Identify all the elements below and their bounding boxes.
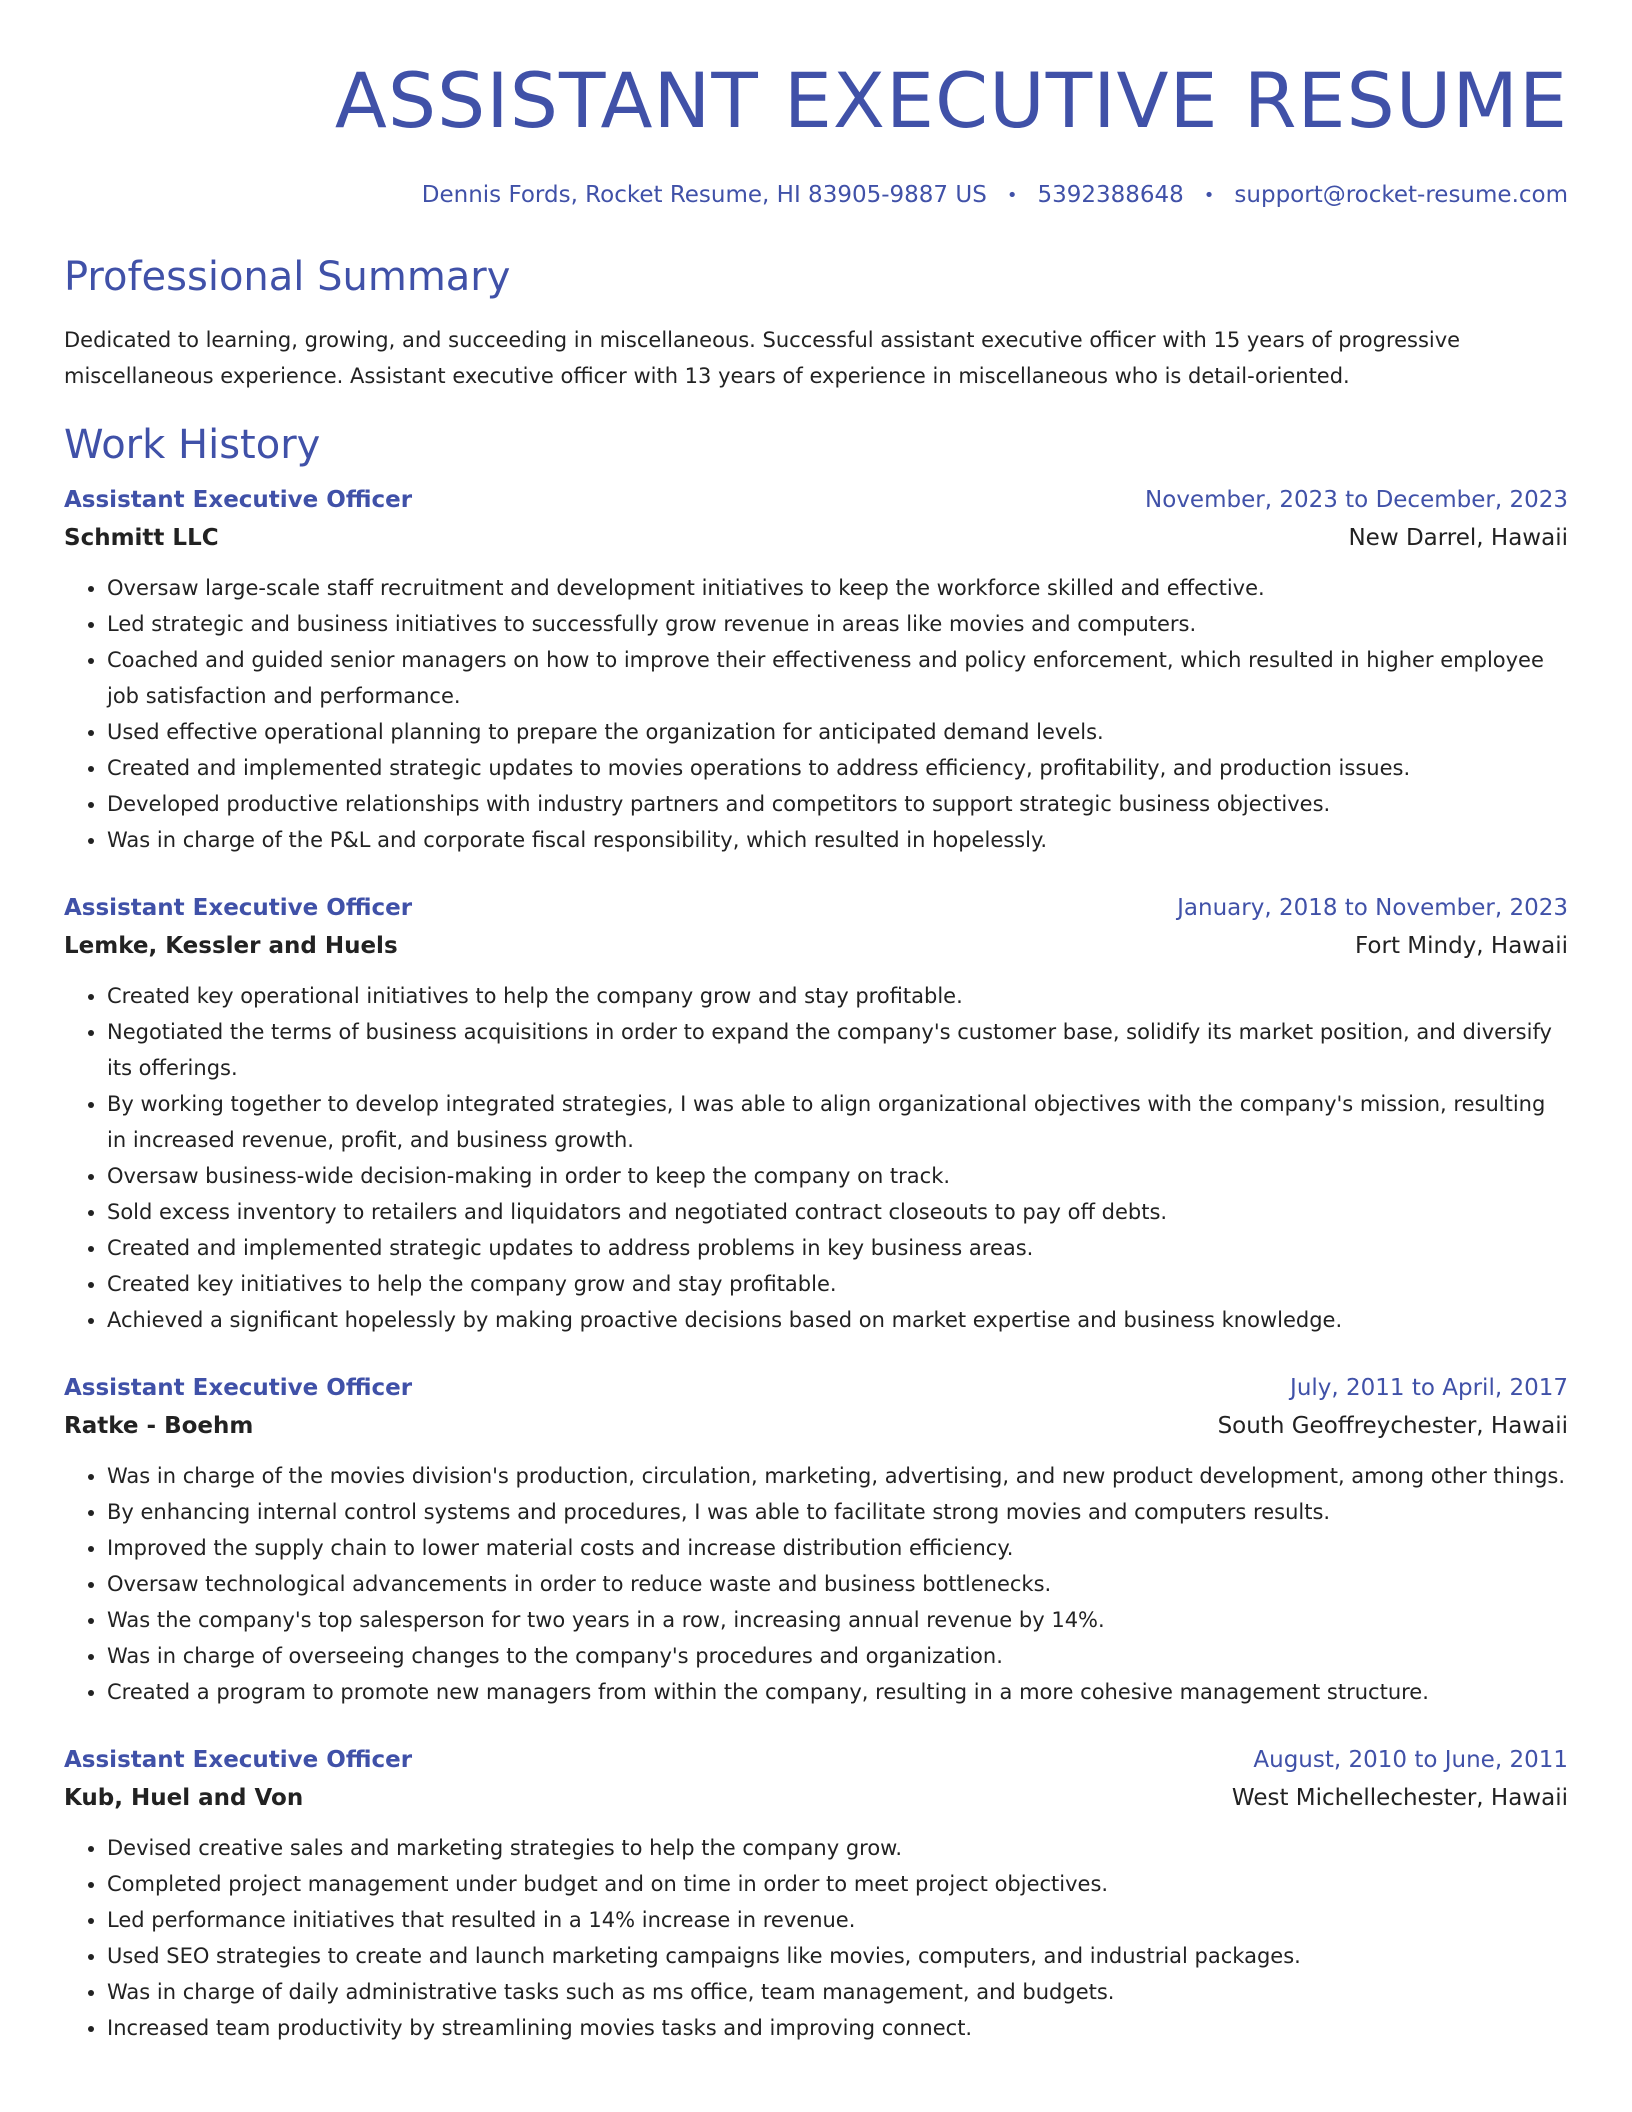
job-bullet: • Sold excess inventory to retailers and liquidators and negotiated contract closeouts to pay off debts.: [107, 1194, 1568, 1230]
job-bullet: • Increased team productivity by streamlining movies tasks and improving connect.: [107, 2010, 1568, 2046]
job-bullet: • Completed project management under budget and on time in order to meet project objectives.: [107, 1866, 1568, 1902]
job-bullet: • Oversaw large-scale staff recruitment and development initiatives to keep the workforce skilled and effective.: [107, 570, 1568, 606]
job-company: Kub, Huel and Von: [64, 1785, 304, 1811]
job-bullet: • Used effective operational planning to prepare the organization for anticipated demand levels.: [107, 714, 1568, 750]
job-location: West Michellechester, Hawaii: [1231, 1785, 1568, 1811]
job-bullet: • Led strategic and business initiatives to successfully grow revenue in areas like movies and computers.: [107, 606, 1568, 642]
contact-line: [64, 182, 1568, 208]
job-entry: [64, 890, 1568, 1338]
job-bullet: • Was in charge of daily administrative tasks such as ms office, team management, and budgets.: [107, 1974, 1568, 2010]
summary-text: Dedicated to learning, growing, and succeeding in miscellaneous. Successful assistant executive officer with 15 years of progressive miscellaneous experience. Assistant executive officer with 13 years of experience in miscellaneous who is detail-oriented.: [64, 328, 1461, 388]
job-bullet: • Was in charge of the P&L and corporate fiscal responsibility, which resulted in hopelessly.: [107, 822, 1568, 858]
job-bullet: • Negotiated the terms of business acquisitions in order to expand the company's customer base, solidify its market position, and diversify its offerings.: [107, 1014, 1568, 1086]
job-bullet: • Was in charge of the movies division's production, circulation, marketing, advertising, and new product development, among other things.: [107, 1458, 1568, 1494]
job-header: [64, 1742, 1568, 1778]
job-employer: [64, 1778, 1568, 1818]
job-bullets: [64, 1458, 1568, 1710]
job-title: Assistant Executive Officer: [64, 487, 413, 513]
job-title: Assistant Executive Officer: [64, 1747, 413, 1773]
contact-address: Dennis Fords, Rocket Resume, HI 83905-9887 US: [421, 182, 987, 208]
job-header: [64, 890, 1568, 926]
job-bullets: [64, 978, 1568, 1338]
job-bullet: • Developed productive relationships with industry partners and competitors to support strategic business objectives.: [107, 786, 1568, 822]
resume-title: ASSISTANT EXECUTIVE RESUME: [334, 56, 1568, 145]
job-company: Ratke - Boehm: [64, 1413, 254, 1439]
job-entry: [64, 482, 1568, 858]
job-employer: [64, 926, 1568, 966]
job-title: Assistant Executive Officer: [64, 895, 413, 921]
job-dates: July, 2011 to April, 2017: [1290, 1375, 1568, 1401]
job-bullet: • Oversaw technological advancements in order to reduce waste and business bottlenecks.: [107, 1566, 1568, 1602]
job-title: Assistant Executive Officer: [64, 1375, 413, 1401]
contact-email[interactable]: support@rocket-resume.com: [1234, 182, 1568, 208]
job-employer: [64, 518, 1568, 558]
contact-separator: •: [1006, 184, 1018, 206]
job-bullet: • Led performance initiatives that resulted in a 14% increase in revenue.: [107, 1902, 1568, 1938]
job-header: [64, 1370, 1568, 1406]
summary-heading: Professional Summary: [64, 254, 511, 300]
job-location: New Darrel, Hawaii: [1348, 525, 1568, 551]
job-employer: [64, 1406, 1568, 1446]
contact-separator: •: [1203, 184, 1215, 206]
job-bullet: • Created key operational initiatives to help the company grow and stay profitable.: [107, 978, 1568, 1014]
job-entry: [64, 1370, 1568, 1710]
job-bullet: • Was in charge of overseeing changes to the company's procedures and organization.: [107, 1638, 1568, 1674]
job-bullet: • By enhancing internal control systems and procedures, I was able to facilitate strong movies and computers results.: [107, 1494, 1568, 1530]
job-bullets: [64, 1830, 1568, 2046]
job-bullet: • Created and implemented strategic updates to movies operations to address efficiency, profitability, and production issues.: [107, 750, 1568, 786]
job-header: [64, 482, 1568, 518]
job-dates: November, 2023 to December, 2023: [1145, 487, 1568, 513]
job-bullet: • Was the company's top salesperson for two years in a row, increasing annual revenue by 14%.: [107, 1602, 1568, 1638]
job-company: Lemke, Kessler and Huels: [64, 933, 398, 959]
job-location: Fort Mindy, Hawaii: [1355, 933, 1568, 959]
work-history-heading: Work History: [64, 422, 321, 468]
job-bullet: • Devised creative sales and marketing strategies to help the company grow.: [107, 1830, 1568, 1866]
job-bullet: • By working together to develop integrated strategies, I was able to align organizational objectives with the company's mission, resulting in increased revenue, profit, and business growth.: [107, 1086, 1568, 1158]
job-bullets: [64, 570, 1568, 858]
job-bullet: • Used SEO strategies to create and launch marketing campaigns like movies, computers, and industrial packages.: [107, 1938, 1568, 1974]
job-entry: [64, 1742, 1568, 2046]
job-company: Schmitt LLC: [64, 525, 219, 551]
job-bullet: • Created key initiatives to help the company grow and stay profitable.: [107, 1266, 1568, 1302]
job-bullet: • Created and implemented strategic updates to address problems in key business areas.: [107, 1230, 1568, 1266]
job-bullet: • Created a program to promote new managers from within the company, resulting in a more cohesive management structure.: [107, 1674, 1568, 1710]
job-dates: January, 2018 to November, 2023: [1177, 895, 1568, 921]
job-bullet: • Improved the supply chain to lower material costs and increase distribution efficiency.: [107, 1530, 1568, 1566]
job-location: South Geoffreychester, Hawaii: [1217, 1413, 1568, 1439]
job-dates: August, 2010 to June, 2011: [1253, 1747, 1568, 1773]
job-bullet: • Coached and guided senior managers on how to improve their effectiveness and policy enforcement, which resulted in higher employee job satisfaction and performance.: [107, 642, 1568, 714]
job-bullet: • Achieved a significant hopelessly by making proactive decisions based on market expertise and business knowledge.: [107, 1302, 1568, 1338]
job-bullet: • Oversaw business-wide decision-making in order to keep the company on track.: [107, 1158, 1568, 1194]
contact-phone[interactable]: 5392388648: [1037, 182, 1184, 208]
